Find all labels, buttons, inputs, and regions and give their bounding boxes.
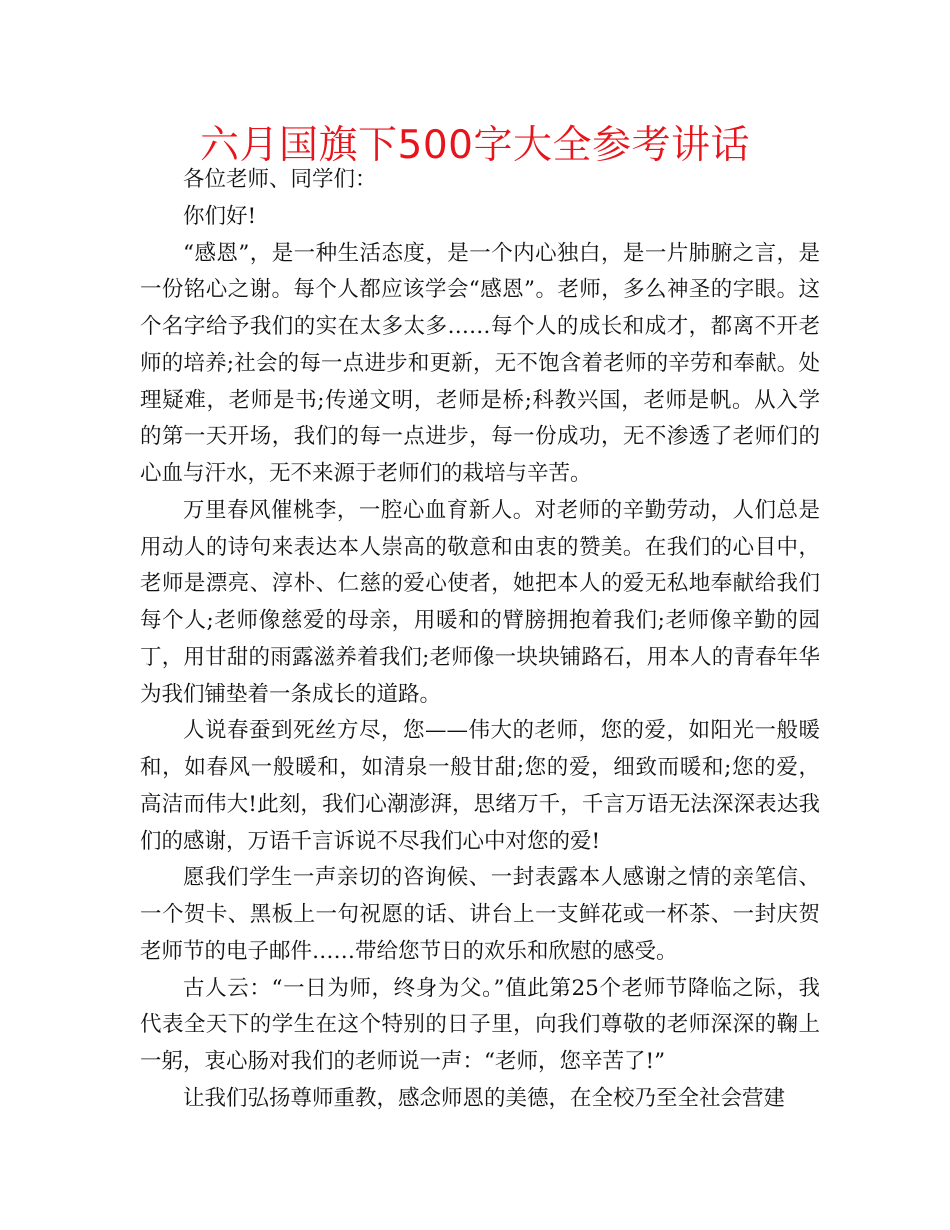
paragraph-gratitude: “感恩”，是一种生活态度，是一个内心独白，是一片肺腑之言，是一份铭心之谢。每个人都应该学会“感恩”。老师，多么神圣的字眼。这个名字给予我们的实在太多太多……每个人的成长和成才，都离不开老师的培养;社会的每一点进步和更新，无不饱含着老师的辛劳和奉献。处理疑难，老师是书;传递文明，老师是桥;科教兴国，老师是帆。从入学的第一天开场，我们的每一点进步，每一份成功，无不渗透了老师们的心血与汗水，无不来源于老师们的栽培与辛苦。 [140,240,820,486]
paragraph-ancient-saying: 古人云：“一日为师，终身为父。”值此第25个老师节降临之际，我代表全天下的学生在这个特别的日子里，向我们尊敬的老师深深的鞠上一躬，衷心肠对我们的老师说一声：“老师，您辛苦了!” [140,975,820,1074]
paragraph-closing-partial: 让我们弘扬尊师重教，感念师恩的美德，在全校乃至全社会营建 [183,1085,786,1111]
salutation: 各位老师、同学们： [183,167,377,192]
greeting: 你们好! [183,203,257,229]
document-body [140,162,820,1118]
paragraph-wishes: 愿我们学生一声亲切的咨询候、一封表露本人感谢之情的亲笔信、一个贺卡、黑板上一句祝愿的话、讲台上一支鲜花或一杯茶、一封庆贺老师节的电子邮件……带给您节日的欢乐和欣慰的感受。 [140,865,820,964]
paragraph-spring-breeze: 万里春风催桃李，一腔心血育新人。对老师的辛勤劳动，人们总是用动人的诗句来表达本人崇高的敬意和由衷的赞美。在我们的心目中，老师是漂亮、淳朴、仁慈的爱心使者，她把本人的爱无私地奉献给我们每个人;老师像慈爱的母亲，用暖和的臂膀拥抱着我们;老师像辛勤的园丁，用甘甜的雨露滋养着我们;老师像一块块铺路石，用本人的青春年华为我们铺垫着一条成长的道路。 [140,497,820,707]
paragraph-silkworm: 人说春蚕到死丝方尽，您——伟大的老师，您的爱，如阳光一般暖和，如春风一般暖和，如清泉一般甘甜;您的爱，细致而暖和;您的爱，高洁而伟大!此刻，我们心潮澎湃，思绪万千，千言万语无法深深表达我们的感谢，万语千言诉说不尽我们心中对您的爱! [140,718,820,854]
document-title: 六月国旗下500字大全参考讲话 [200,123,750,168]
